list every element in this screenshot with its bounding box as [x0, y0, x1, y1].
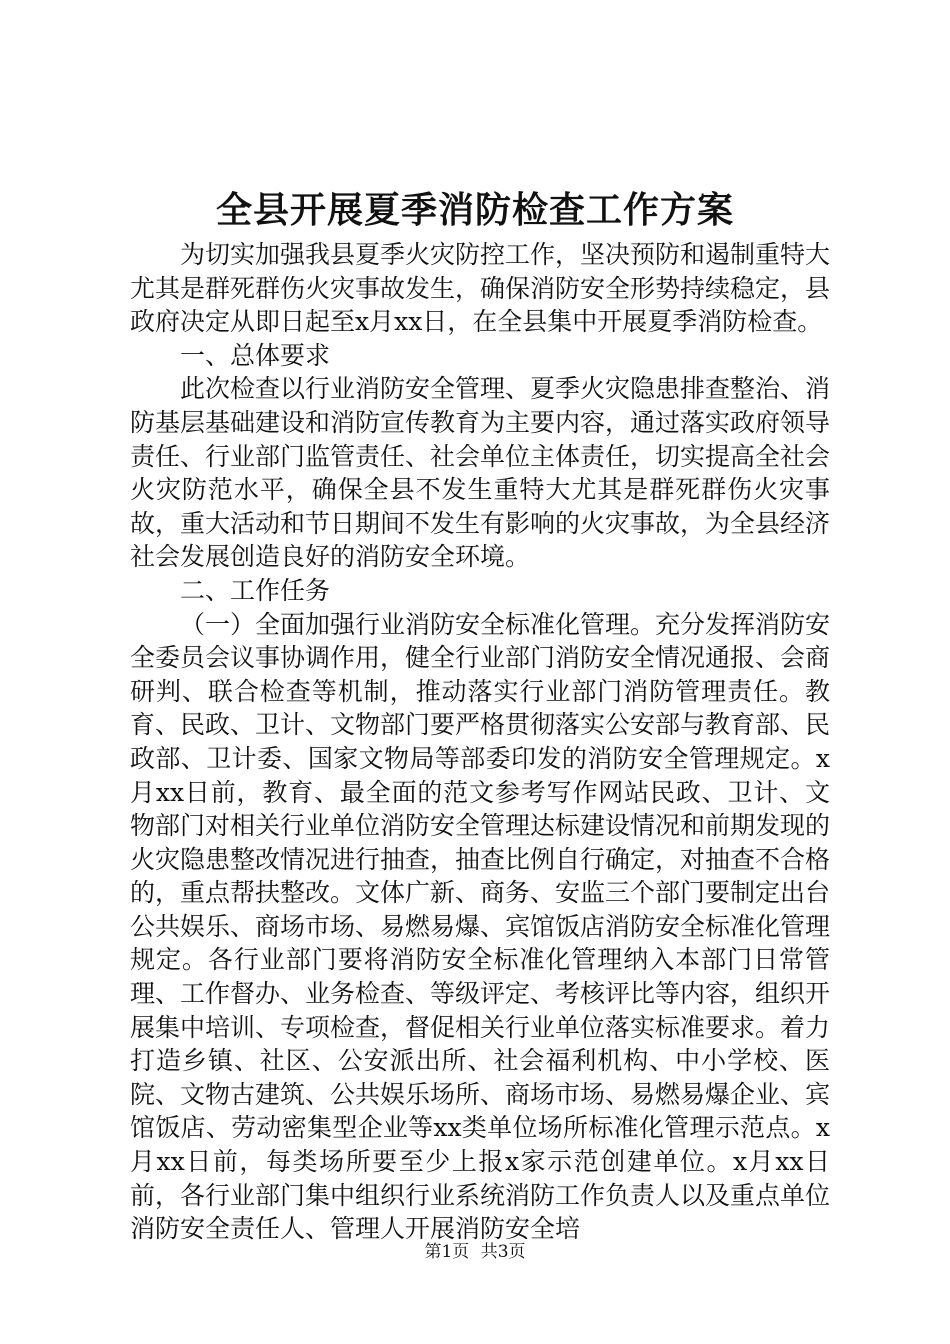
section-heading-general-requirements: 一、总体要求 [180, 340, 331, 370]
intro-paragraph: 为切实加强我县夏季火灾防控工作，坚决预防和遏制重特大尤其是群死群伤火灾事故发生，确保消防安全形势持续稳定，县政府决定从即日起至x月xx日，在全县集中开展夏季消防检查。 [130, 240, 831, 337]
general-requirements-paragraph: 此次检查以行业消防安全管理、夏季火灾隐患排查整治、消防基层基础建设和消防宣传教育为主要内容，通过落实政府领导责任、行业部门监管责任、社会单位主体责任，切实提高全社会火灾防范水平，确保全县不发生重特大尤其是群死群伤火灾事故，重大活动和节日期间不发生有影响的火灾事故，为全县经济社会发展创造良好的消防安全环境。 [130, 374, 831, 572]
page-total: 共3页 [480, 1242, 526, 1262]
page-number: 第1页 [424, 1242, 470, 1262]
work-task-paragraph-1: （一）全面加强行业消防安全标准化管理。充分发挥消防安全委员会议事协调作用，健全行业部门消防安全情况通报、会商研判、联合检查等机制，推动落实行业部门消防管理责任。教育、民政、卫计、文物部门要严格贯彻落实公安部与教育部、民政部、卫计委、国家文物局等部委印发的消防安全管理规定。x月xx日前，教育、最全面的范文参考写作网站民政、卫计、文物部门对相关行业单位消防安全管理达标建设情况和前期发现的火灾隐患整改情况进行抽查，抽查比例自行确定，对抽查不合格的，重点帮扶整改。文体广新、商务、安监三个部门要制定出台公共娱乐、商场市场、易燃易爆、宾馆饭店消防安全标准化管理规定。各行业部门要将消防安全标准化管理纳入本部门日常管理、工作督办、业务检查、等级评定、考核评比等内容，组织开展集中培训、专项检查，督促相关行业单位落实标准要求。着力打造乡镇、社区、公安派出所、社会福利机构、中小学校、医院、文物古建筑、公共娱乐场所、商场市场、易燃易爆企业、宾馆饭店、劳动密集型企业等xx类单位场所标准化管理示范点。x月xx日前，每类场所要至少上报x家示范创建单位。x月xx日前，各行业部门集中组织行业系统消防工作负责人以及重点单位消防安全责任人、管理人开展消防安全培 [130, 609, 831, 1244]
section-heading-work-tasks: 二、工作任务 [180, 575, 331, 605]
document-title: 全县开展夏季消防检查工作方案 [215, 189, 734, 231]
page-footer [0, 1240, 950, 1264]
document-body [130, 238, 830, 1246]
